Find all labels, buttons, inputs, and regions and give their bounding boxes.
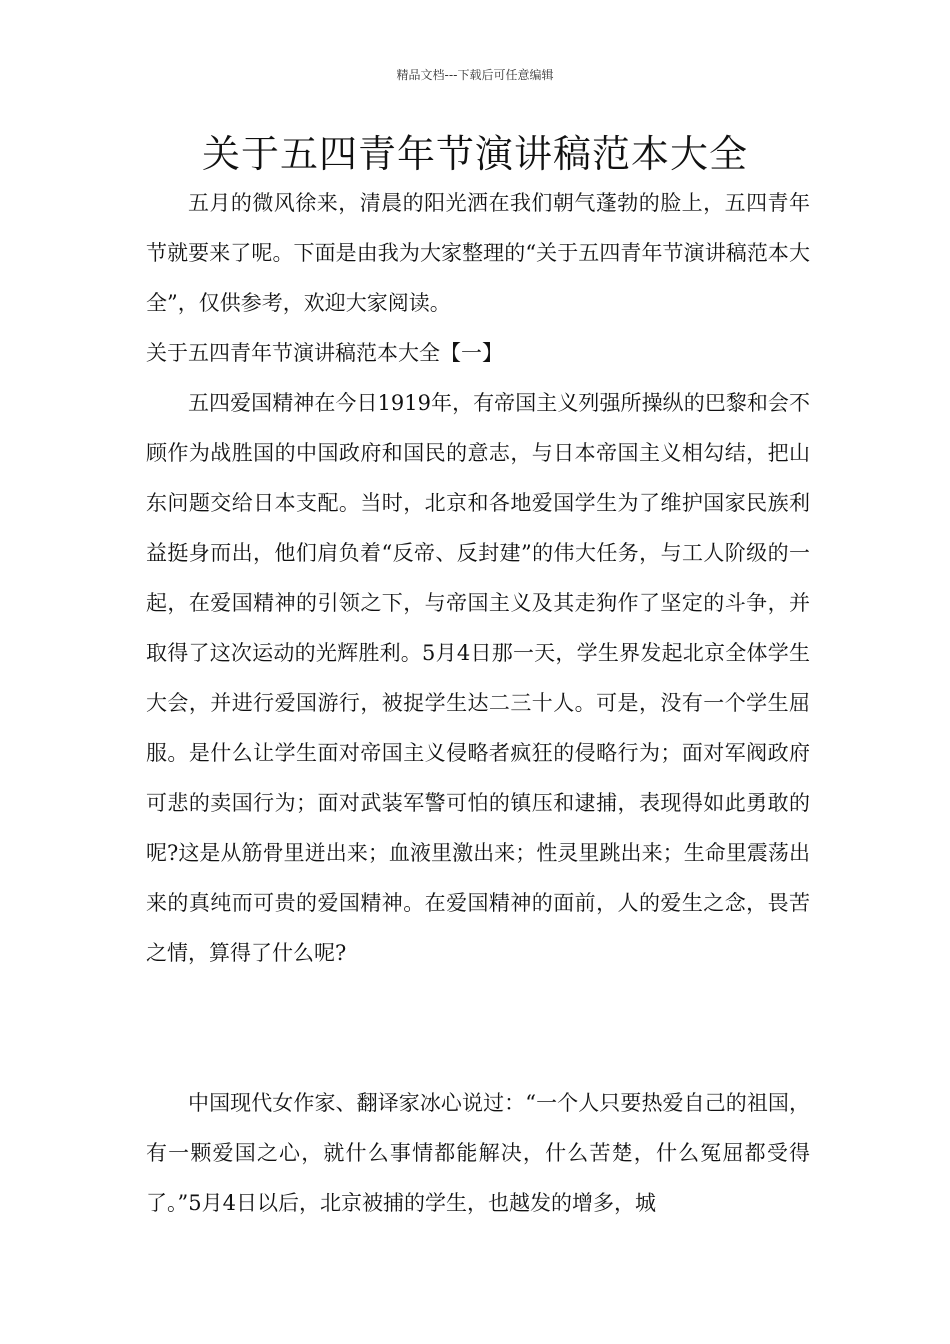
section-heading: 关于五四青年节演讲稿范本大全【一】	[146, 341, 503, 365]
page-header-note: 精品文档---下载后可任意编辑	[396, 68, 554, 82]
document-title: 关于五四青年节演讲稿范本大全	[201, 132, 748, 176]
intro-paragraph: 五月的微风徐来，清晨的阳光洒在我们朝气蓬勃的脸上，五四青年节就要来了呢。下面是由我为大家整理的“关于五四青年节演讲稿范本大全”，仅供参考，欢迎大家阅读。	[146, 191, 810, 315]
body-paragraph: 中国现代女作家、翻译家冰心说过：“一个人只要热爱自己的祖国，有一颗爱国之心，就什么事情都能解决，什么苦楚，什么冤屈都受得了。”5月4日以后，北京被捕的学生，也越发的增多，城	[146, 1091, 810, 1215]
body-paragraph: 五四爱国精神在今日1919年，有帝国主义列强所操纵的巴黎和会不顾作为战胜国的中国政府和国民的意志，与日本帝国主义相勾结，把山东问题交给日本支配。当时，北京和各地爱国学生为了维护国家民族利益挺身而出，他们肩负着“反帝、反封建”的伟大任务，与工人阶级的一起，在爱国精神的引领之下，与帝国主义及其走狗作了坚定的斗争，并取得了这次运动的光辉胜利。5月4日那一天，学生界发起北京全体学生大会，并进行爱国游行，被捉学生达二三十人。可是，没有一个学生屈服。是什么让学生面对帝国主义侵略者疯狂的侵略行为；面对军阀政府可悲的卖国行为；面对武装军警可怕的镇压和逮捕，表现得如此勇敢的呢?这是从筋骨里迸出来；血液里激出来；性灵里跳出来；生命里震荡出来的真纯而可贵的爱国精神。在爱国精神的面前，人的爱生之念，畏苦之情，算得了什么呢?	[146, 391, 810, 965]
